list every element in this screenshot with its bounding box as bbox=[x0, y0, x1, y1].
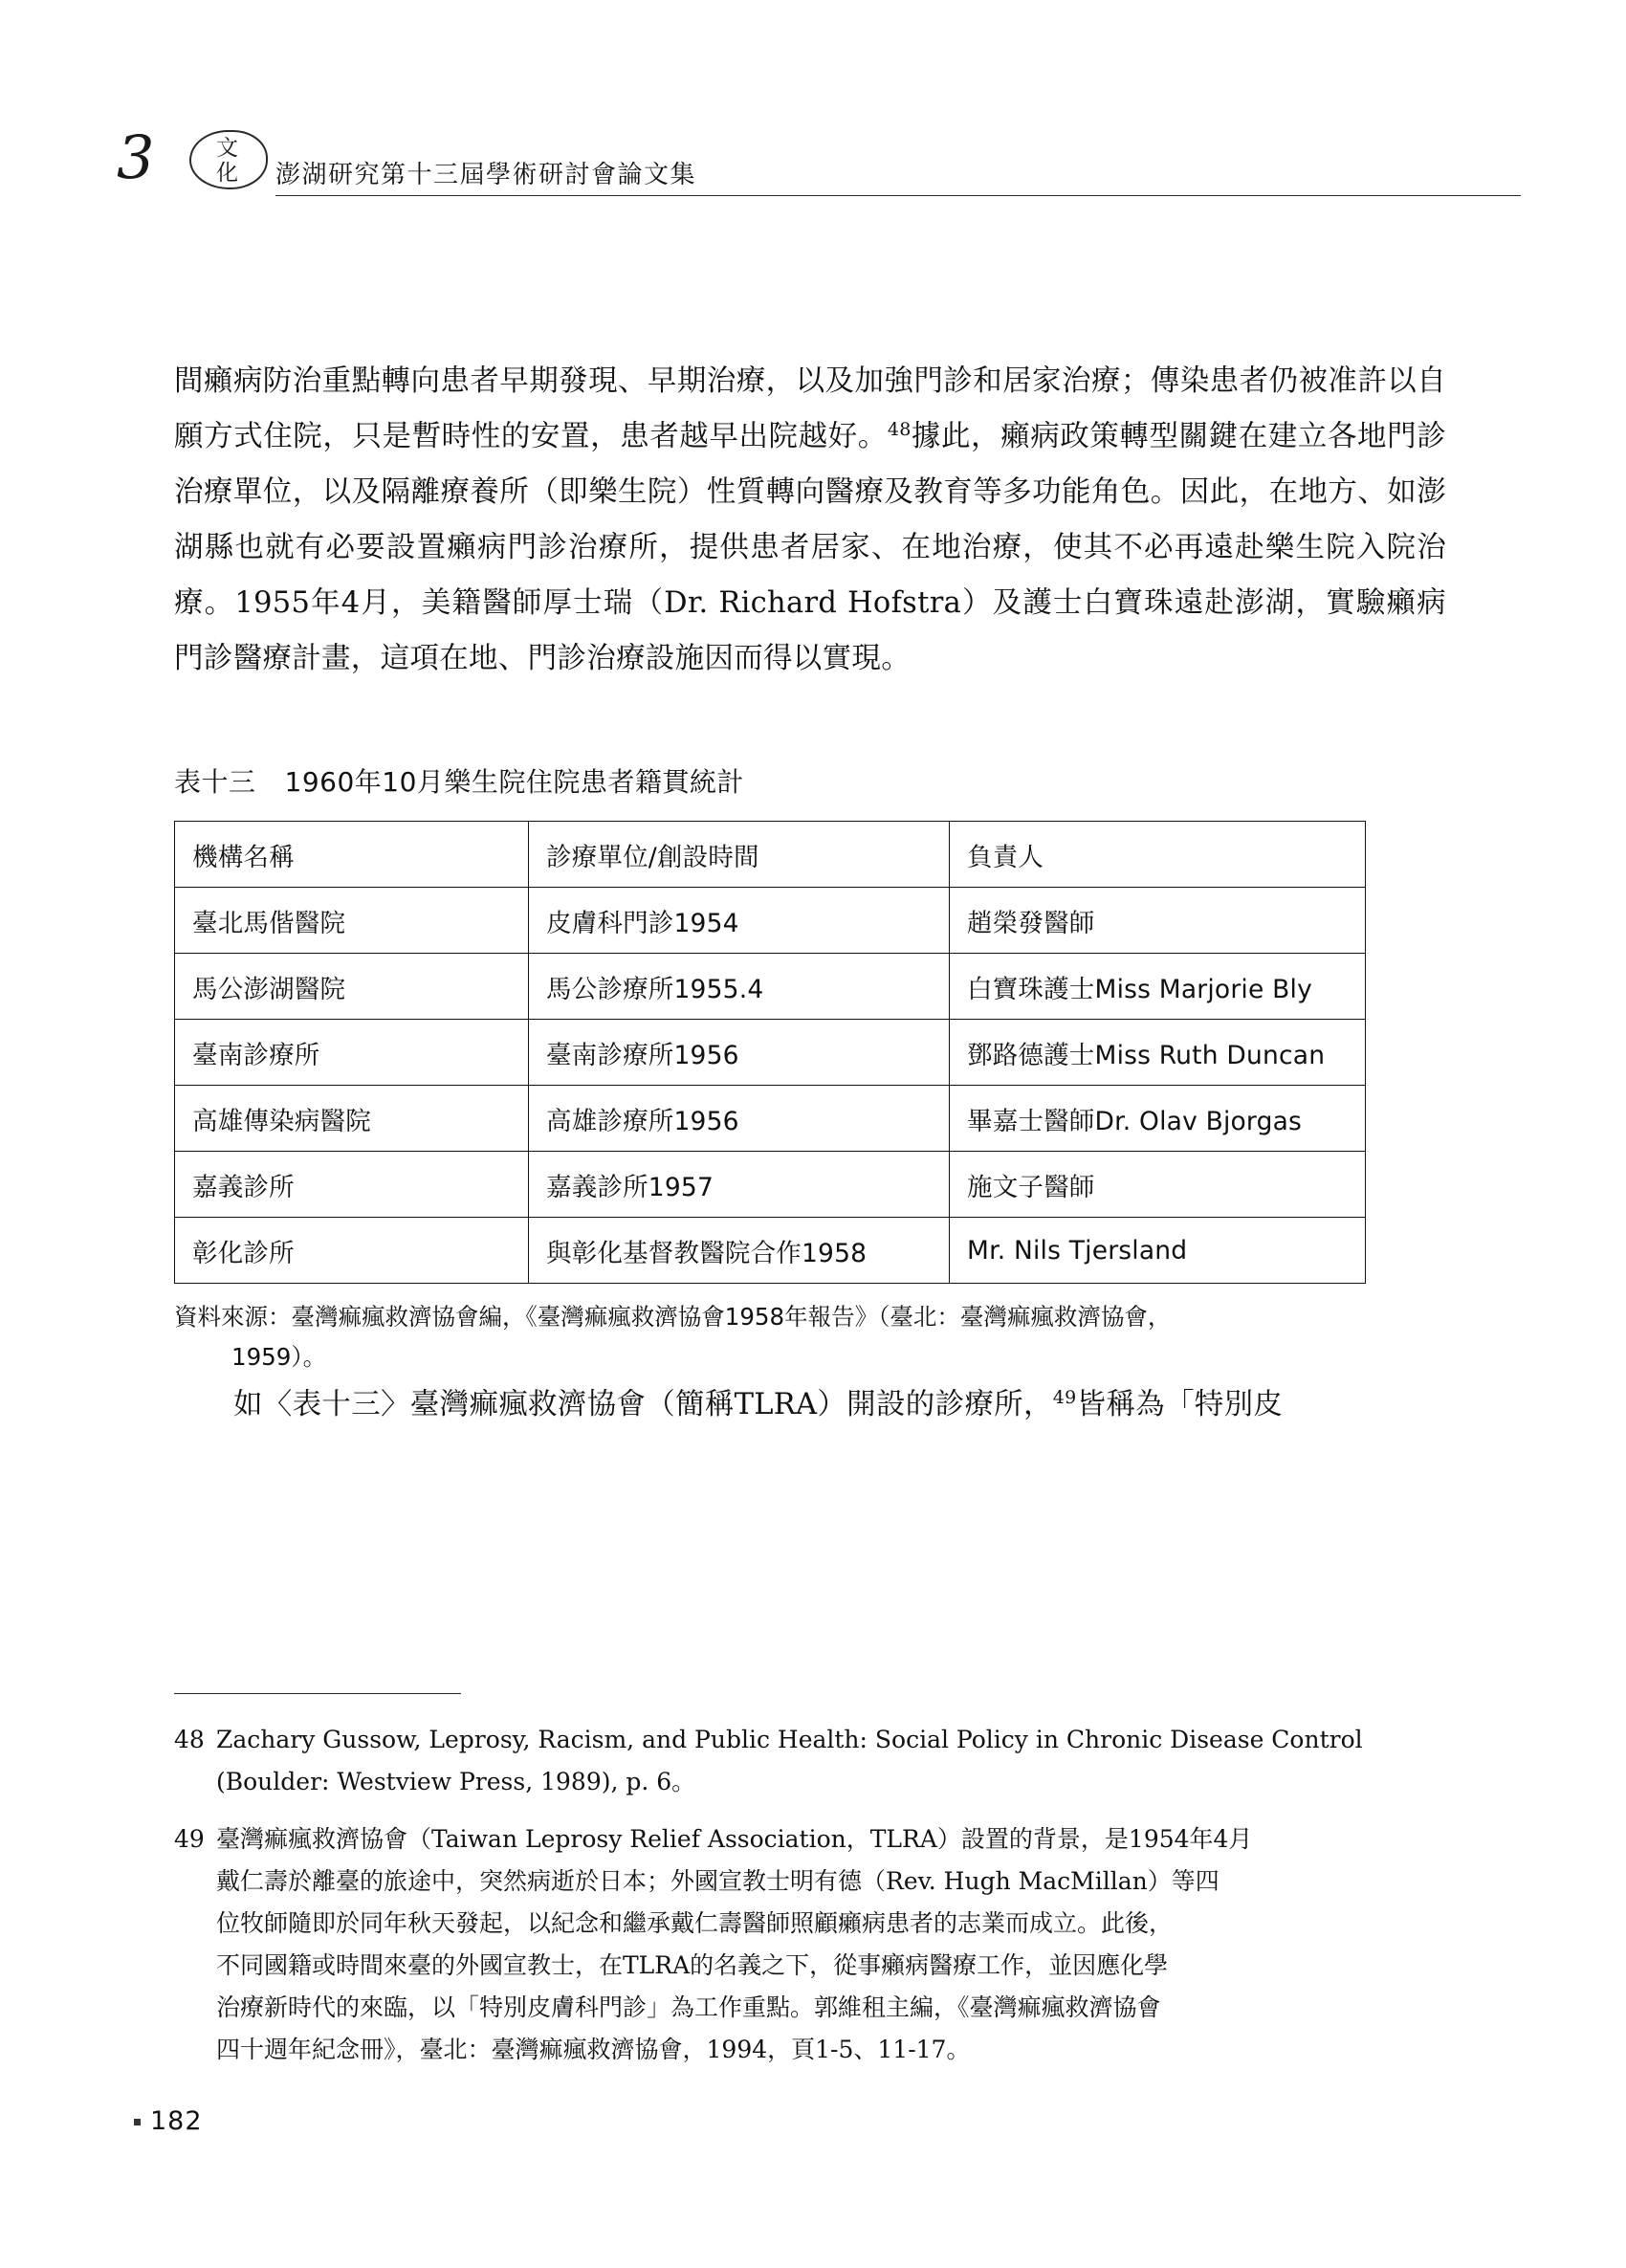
page-header bbox=[115, 122, 1521, 199]
table-cell-person: 鄧路德護士Miss Ruth Duncan bbox=[950, 1020, 1366, 1086]
table-cell-person: 施文子醫師 bbox=[950, 1152, 1366, 1218]
footnote-ref-48[interactable]: 48 bbox=[887, 418, 912, 440]
table-header-cell-institution: 機構名稱 bbox=[175, 822, 529, 888]
paragraph-2-continued: 皆稱為「特別皮 bbox=[1076, 1388, 1284, 1421]
table-cell-institution: 彰化診所 bbox=[175, 1218, 529, 1284]
table-cell-person: Mr. Nils Tjersland bbox=[950, 1218, 1366, 1284]
footnote-48 bbox=[174, 1719, 1446, 1803]
table-cell-unit: 與彰化基督教醫院合作1958 bbox=[529, 1218, 950, 1284]
table-header-cell-unit: 診療單位/創設時間 bbox=[529, 822, 950, 888]
footnote-ref-49[interactable]: 49 bbox=[1052, 1386, 1077, 1408]
logo-subtext-line2: 化 bbox=[216, 161, 239, 186]
footnote-line: 不同國籍或時間來臺的外國宣教士，在TLRA的名義之下，從事癩病醫療工作，並因應化學 bbox=[216, 1951, 1169, 1979]
journal-logo bbox=[115, 122, 258, 197]
table-cell-unit: 臺南診療所1956 bbox=[529, 1020, 950, 1086]
logo-subtext bbox=[201, 136, 254, 186]
footnote-text bbox=[216, 1719, 1446, 1803]
footnote-text bbox=[216, 1818, 1446, 2071]
table-cell-institution: 嘉義診所 bbox=[175, 1152, 529, 1218]
table-header-row bbox=[175, 822, 1366, 888]
source-note-line2: 1959）。 bbox=[231, 1343, 327, 1371]
table-cell-institution: 臺南診療所 bbox=[175, 1020, 529, 1086]
paragraph-1-text: 間癩病防治重點轉向患者早期發現、早期治療，以及加強門診和居家治療；傳染患者仍被准許以自願方式住院，只是暫時性的安置，患者越早出院越好。 bbox=[174, 364, 1446, 453]
table-caption-text: 1960年10月樂生院住院患者籍貫統計 bbox=[284, 766, 744, 798]
footnotes-section bbox=[174, 1693, 1446, 2086]
logo-glyph: 3 bbox=[117, 122, 153, 192]
header-divider bbox=[275, 195, 1521, 196]
table-row bbox=[175, 954, 1366, 1020]
table-row bbox=[175, 1218, 1366, 1284]
footnote-49 bbox=[174, 1818, 1446, 2071]
table-cell-unit: 高雄診療所1956 bbox=[529, 1086, 950, 1152]
table-cell-institution: 臺北馬偕醫院 bbox=[175, 888, 529, 954]
table-cell-institution: 高雄傳染病醫院 bbox=[175, 1086, 529, 1152]
page-number-bullet-icon bbox=[134, 2119, 141, 2125]
table-cell-person: 趙榮發醫師 bbox=[950, 888, 1366, 954]
table-cell-unit: 嘉義診所1957 bbox=[529, 1152, 950, 1218]
footnote-line: 四十週年紀念冊》，臺北：臺灣痲瘋救濟協會，1994，頁1-5、11-17。 bbox=[216, 2036, 971, 2063]
page-content bbox=[174, 354, 1446, 1433]
table-row bbox=[175, 1086, 1366, 1152]
page-number bbox=[134, 2106, 203, 2136]
footnote-line: Zachary Gussow, Leprosy, Racism, and Public Health: Social Policy in Chronic Disease Control bbox=[216, 1726, 1363, 1753]
table-cell-unit: 皮膚科門診1954 bbox=[529, 888, 950, 954]
page-number-value: 182 bbox=[150, 2106, 203, 2136]
footnote-line: 戴仁壽於離臺的旅途中，突然病逝於日本；外國宣教士明有德（Rev. Hugh MacMillan）等四 bbox=[216, 1867, 1220, 1895]
table-cell-unit: 馬公診療所1955.4 bbox=[529, 954, 950, 1020]
footnote-line: (Boulder: Westview Press, 1989), p. 6。 bbox=[216, 1768, 696, 1795]
source-note-line1: 資料來源：臺灣痲瘋救濟協會編，《臺灣痲瘋救濟協會1958年報告》（臺北：臺灣痲瘋救濟協會， bbox=[174, 1303, 1172, 1331]
table-cell-person: 白寶珠護士Miss Marjorie Bly bbox=[950, 954, 1366, 1020]
running-head-title: 澎湖研究第十三屆學術研討會論文集 bbox=[275, 161, 697, 189]
paragraph-2 bbox=[174, 1377, 1446, 1433]
footnote-line: 位牧師隨即於同年秋天發起，以紀念和繼承戴仁壽醫師照顧癩病患者的志業而成立。此後， bbox=[216, 1909, 1174, 1937]
paragraph-2-text: 如〈表十三〉臺灣痲瘋救濟協會（簡稱TLRA）開設的診療所， bbox=[233, 1388, 1053, 1421]
logo-subtext-line1: 文 bbox=[216, 136, 239, 161]
table-header-cell-person: 負責人 bbox=[950, 822, 1366, 888]
paragraph-1-continued: 據此，癩病政策轉型關鍵在建立各地門診治療單位，以及隔離療養所（即樂生院）性質轉向醫療及教育等多功能角色。因此，在地方、如澎湖縣也就有必要設置癩病門診治療所，提供患者居家、在地治療，使其不必再遠赴樂生院入院治療。1955年4月，美籍醫師厚士瑞（Dr. Richard Hofstra）及護士白寶珠遠赴澎湖，實驗癩病門診醫療計畫，這項在地、門診治療設施因而得以實現。 bbox=[174, 420, 1446, 675]
footnote-line: 治療新時代的來臨，以「特別皮膚科門診」為工作重點。郭維租主編，《臺灣痲瘋救濟協會 bbox=[216, 1993, 1161, 2021]
footnote-divider bbox=[174, 1693, 461, 1694]
footnote-line: 臺灣痲瘋救濟協會（Taiwan Leprosy Relief Association，TLRA）設置的背景，是1954年4月 bbox=[216, 1825, 1253, 1853]
table-row bbox=[175, 1020, 1366, 1086]
table-caption bbox=[174, 761, 1446, 800]
table-source-note bbox=[174, 1297, 1370, 1377]
footnote-number: 48 bbox=[174, 1726, 205, 1753]
table-cell-person: 畢嘉士醫師Dr. Olav Bjorgas bbox=[950, 1086, 1366, 1152]
paragraph-1 bbox=[174, 354, 1446, 687]
clinics-table bbox=[174, 821, 1366, 1284]
footnote-number: 49 bbox=[174, 1825, 205, 1853]
table-cell-institution: 馬公澎湖醫院 bbox=[175, 954, 529, 1020]
table-row bbox=[175, 1152, 1366, 1218]
table-caption-label: 表十三 bbox=[174, 766, 256, 798]
table-row bbox=[175, 888, 1366, 954]
